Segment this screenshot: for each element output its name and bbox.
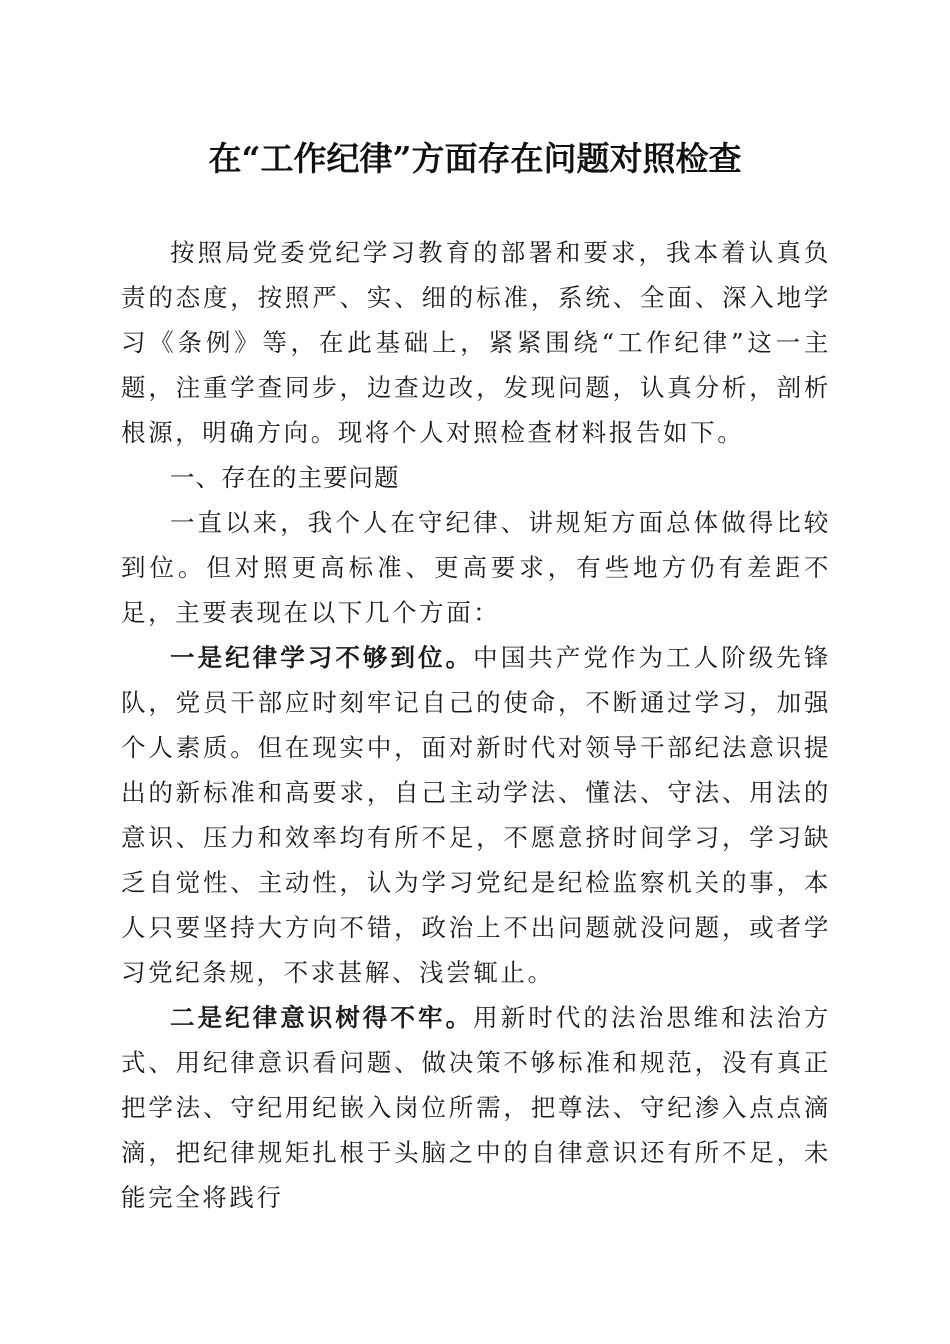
point-one-text: 中国共产党作为工人阶级先锋队，党员干部应时刻牢记自己的使命，不断通过学习，加强个人素质。但在现实中，面对新时代对领导干部纪法意识提出的新标准和高要求，自己主动学法、懂法、守法、用法的意识、压力和效率均有所不足，不愿意挤时间学习，学习缺乏自觉性、主动性，认为学习党纪是纪检监察机关的事，本人只要坚持大方向不错，政治上不出问题就没问题，或者学习党纪条规，不求甚解、浅尝辄止。 (121, 643, 831, 987)
intro-paragraph: 按照局党委党纪学习教育的部署和要求，我本着认真负责的态度，按照严、实、细的标准，系统、全面、深入地学习《条例》等，在此基础上，紧紧围绕“工作纪律”这一主题，注重学查同步，边查边改，发现问题，认真分析，剖析根源，明确方向。现将个人对照检查材料报告如下。 (121, 238, 831, 447)
point-one-paragraph (121, 635, 831, 995)
document-body (121, 230, 831, 1220)
section-heading: 一、存在的主要问题 (170, 463, 400, 492)
point-one-lead: 一是纪律学习不够到位。 (170, 643, 474, 672)
point-two-lead: 二是纪律意识树得不牢。 (170, 1003, 474, 1032)
point-two-paragraph (121, 995, 831, 1220)
document-title: 在“工作纪律”方面存在问题对照检查 (208, 139, 742, 178)
point-two-text: 用新时代的法治思维和法治方式、用纪律意识看问题、做决策不够标准和规范，没有真正把学法、守纪用纪嵌入岗位所需，把尊法、守纪渗入点点滴滴，把纪律规矩扎根于头脑之中的自律意识还有所不足，未能完全将践行 (121, 1003, 831, 1212)
section-intro-paragraph: 一直以来，我个人在守纪律、讲规矩方面总体做得比较到位。但对照更高标准、更高要求，有些地方仍有差距不足，主要表现在以下几个方面： (121, 508, 831, 627)
